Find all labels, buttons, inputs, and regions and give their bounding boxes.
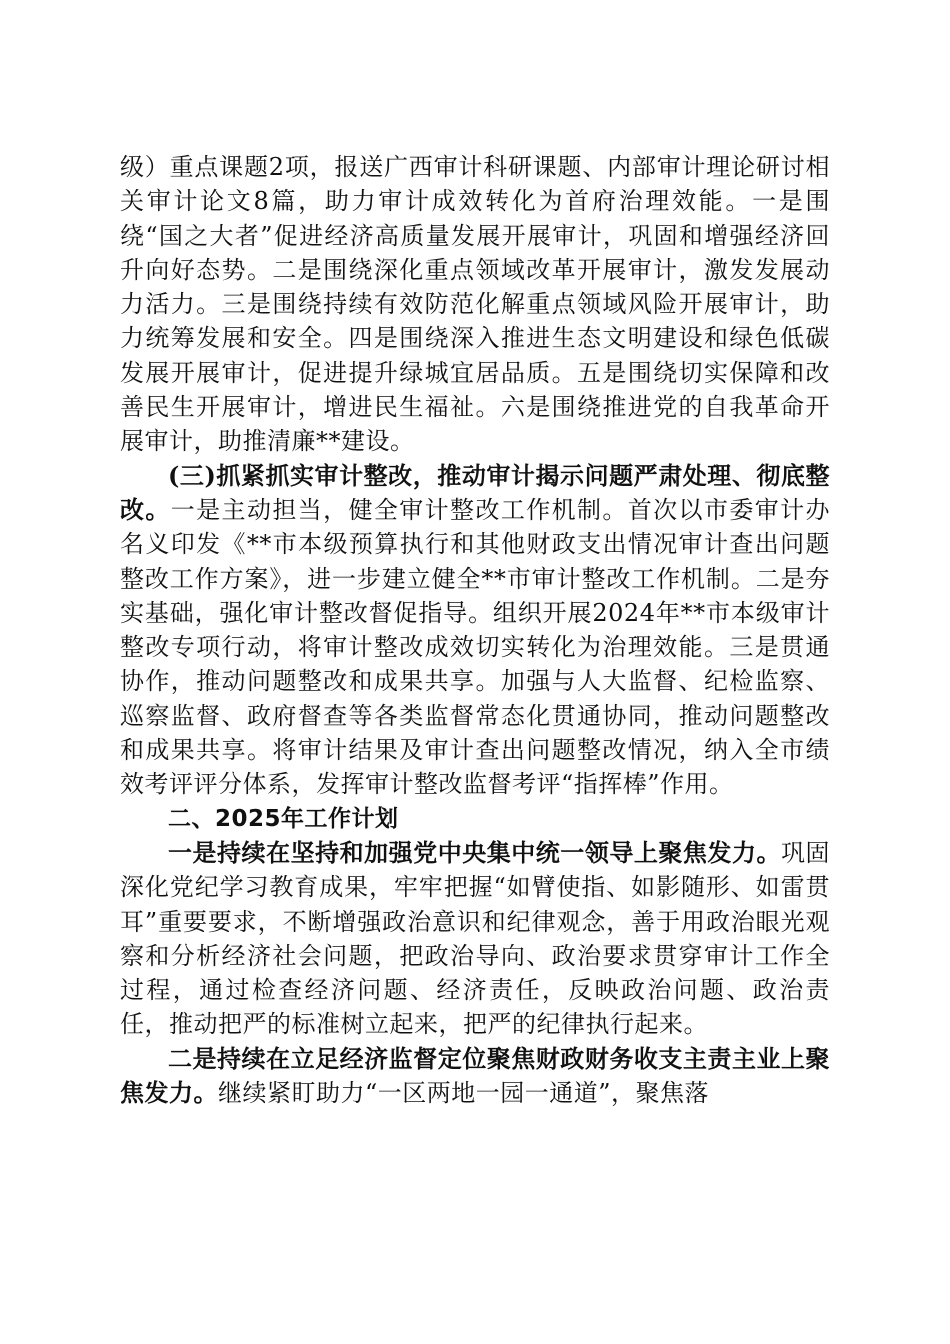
paragraph-text: 一是主动担当，健全审计整改工作机制。首次以市委审计办名义印发《**市本级预算执行和其他财政支出情况审计查出问题整改工作方案》，进一步建立健全**市审计整改工作机制。二是夯实基础，强化审计整改督促指导。组织开展2024年**市本级审计整改专项行动，将审计整改成效切实转化为治理效能。三是贯通协作，推动问题整改和成果共享。加强与人大监督、纪检监察、巡察监督、政府督查等各类监督常态化贯通协同，推动问题整改和成果共享。将审计结果及审计查出问题整改情况，纳入全市绩效考评评分体系，发挥审计整改监督考评“指挥棒”作用。 [120, 495, 831, 799]
paragraph-lead: 一是持续在坚持和加强党中央集中统一领导上聚焦发力。 [168, 837, 781, 867]
plan-paragraph-2 [120, 1042, 830, 1111]
body-paragraph-1 [120, 150, 830, 459]
paragraph-text: 继续紧盯助力“一区两地一园一通道”，聚焦落 [218, 1079, 710, 1108]
plan-paragraph-1 [120, 836, 830, 1042]
paragraph-lead: 二是持续在立足经济监督定位聚焦财政财务收支主责主业上聚焦发力。 [120, 1043, 830, 1108]
paragraph-lead: (三)抓紧抓实审计整改，推动审计揭示问题严肃处理、彻底整改。 [120, 460, 830, 524]
section-heading: 二、2025年工作计划 [168, 805, 399, 832]
paragraph-text: 巩固深化党纪学习教育成果，牢牢把握“如臂使指、如影随形、如雷贯耳”重要要求，不断增强政治意识和纪律观念，善于用政治眼光观察和分析经济社会问题，把政治导向、政治要求贯穿审计工作全过程，通过检查经济问题、经济责任，反映政治问题、政治责任，推动把严的标准树立起来，把严的纪律执行起来。 [120, 838, 831, 1039]
paragraph-text: 级）重点课题2项，报送广西审计科研课题、内部审计理论研讨相关审计论文8篇，助力审计成效转化为首府治理效能。一是围绕“国之大者”促进经济高质量发展开展审计，巩固和增强经济回升向好态势。二是围绕深化重点领域改革开展审计，激发发展动力活力。三是围绕持续有效防范化解重点领域风险开展审计，助力统筹发展和安全。四是围绕深入推进生态文明建设和绿色低碳发展开展审计，促进提升绿城宜居品质。五是围绕切实保障和改善民生开展审计，增进民生福祉。六是围绕推进党的自我革命开展审计，助推清廉**建设。 [120, 153, 830, 456]
document-page [120, 150, 830, 1110]
body-paragraph-2 [120, 459, 830, 802]
